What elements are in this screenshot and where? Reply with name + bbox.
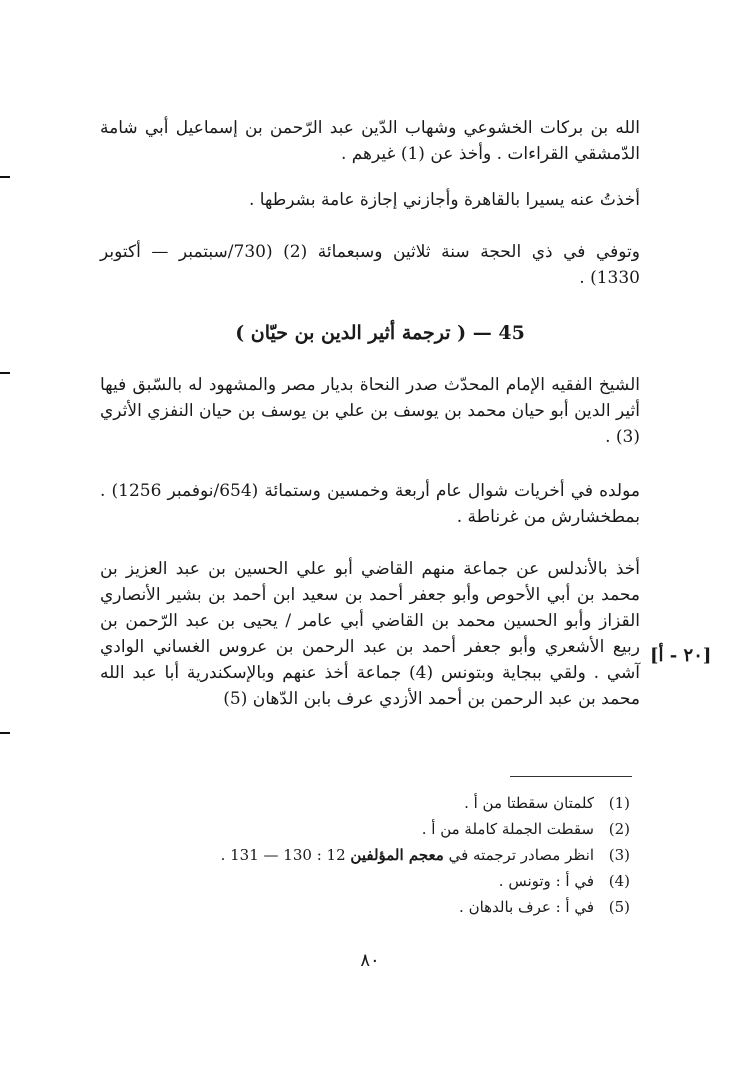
section-heading: 45 — ( ترجمة أثير الدين بن حيّان ) <box>235 322 525 344</box>
scan-edge-mark <box>0 176 10 178</box>
footnote-number: (3) <box>608 846 630 864</box>
scan-edge-mark <box>0 732 10 734</box>
footnote-text-post: 12 : 130 — 131 . <box>220 846 351 864</box>
footnote-item <box>180 816 630 842</box>
footnote-text: سقطت الجملة كاملة من أ . <box>421 820 594 838</box>
page-number: ٨٠ <box>360 950 380 971</box>
footnote-number: (5) <box>608 898 630 916</box>
footnote-book-title: معجم المؤلفين <box>350 846 444 864</box>
footnote-item <box>180 790 630 816</box>
paragraph-teachers: أخذ بالأندلس عن جماعة منهم القاضي أبو علي الحسين بن عبد العزيز بن محمد بن أبي الأحوص وأبو جعفر أحمد بن سعيد ابن أحمد بن بشير الأنصاري القزاز وأبو الحسين محمد بن القاضي أبي عامر / يحيى بن عبد الرّحمن بن ربيع الأشعري وأبو جعفر أحمد بن عبد الرحمن بن عروس الغساني الوادي آشي . ولقي ببجاية وبتونس (4) جماعة أخذ عنهم وبالإسكندرية أبا عبد الله محمد بن عبد الرحمن بن أحمد الأزدي عرف بابن الدّهان (5) <box>100 559 640 709</box>
footnote-number: (4) <box>608 872 630 890</box>
paragraph-ijaza: أخذتُ عنه يسيرا بالقاهرة وأجازني إجازة عامة بشرطها . <box>248 190 640 210</box>
footnote-item <box>180 868 630 894</box>
footnote-divider <box>510 776 632 777</box>
footnote-number: (1) <box>608 794 630 812</box>
footnotes-list <box>180 790 630 920</box>
paragraph-birth: مولده في أخريات شوال عام أربعة وخمسين وستمائة (654/نوفمبر 1256) . بمطخشارش من غرناطة . <box>100 481 640 527</box>
footnote-item <box>180 894 630 920</box>
paragraph-death: وتوفي في ذي الحجة سنة ثلاثين وسبعمائة (2) (730/سبتمبر — أكتوبر 1330) . <box>100 242 640 288</box>
footnote-number: (2) <box>608 820 630 838</box>
footnote-text: في أ : وتونس . <box>498 872 594 890</box>
scan-edge-mark <box>0 372 10 374</box>
footnote-text-pre: انظر مصادر ترجمته في <box>443 846 594 864</box>
footnote-text: كلمتان سقطتا من أ . <box>464 794 594 812</box>
footnote-text: في أ : عرف بالدهان . <box>459 898 594 916</box>
footnote-item <box>180 842 630 868</box>
margin-folio-reference: [٢٠ - أ] <box>650 645 712 666</box>
paragraph-continuation: الله بن بركات الخشوعي وشهاب الدّين عبد الرّحمن بن إسماعيل أبي شامة الدّمشقي القراءات . وأخذ عن (1) غيرهم . <box>100 118 640 164</box>
paragraph-biography: الشيخ الفقيه الإمام المحدّث صدر النحاة بديار مصر والمشهود له بالسّبق فيها أثير الدين أبو حيان محمد بن يوسف بن علي بن يوسف بن حيان النفزي الأثري (3) . <box>100 375 640 447</box>
footnote-text <box>221 842 594 868</box>
